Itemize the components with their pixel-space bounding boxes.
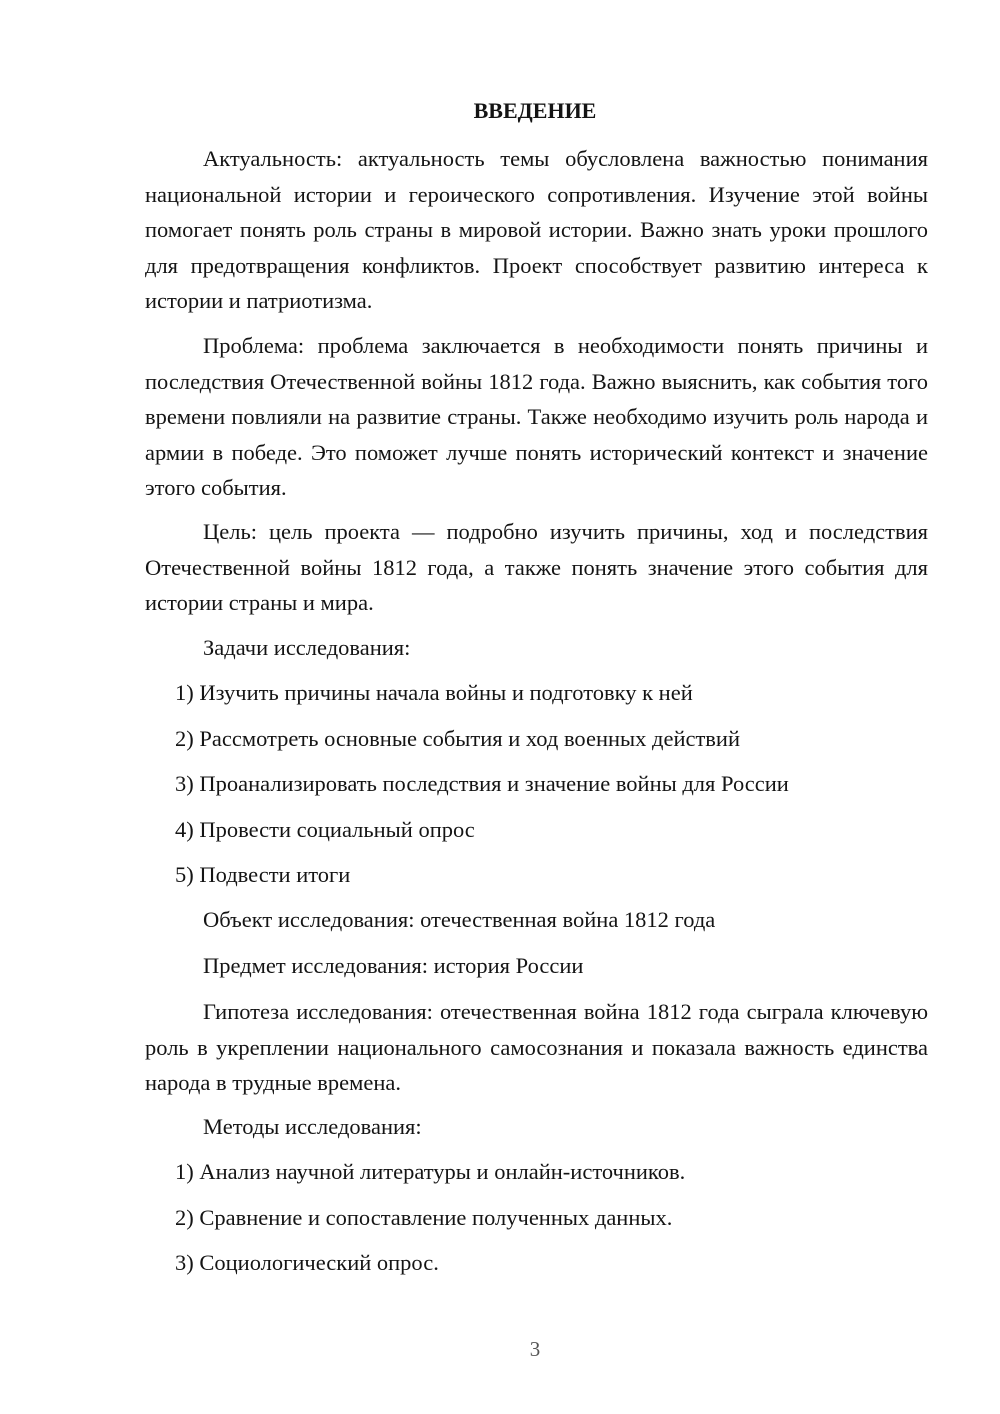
hypothesis-paragraph: Гипотеза исследования: отечественная война 1812 года сыграла ключевую роль в укреплении национального самосознания и показала важность единства народа в трудные времена. [145,999,928,1095]
task-item: 4) Провести социальный опрос [175,817,475,842]
method-item: 1) Анализ научной литературы и онлайн-источников. [175,1159,686,1184]
task-item: 1) Изучить причины начала войны и подготовку к ней [175,680,693,705]
task-item: 3) Проанализировать последствия и значение войны для России [175,771,789,796]
methods-heading: Методы исследования: [203,1114,422,1139]
page-number: 3 [529,1337,541,1361]
page-title: ВВЕДЕНИЕ [473,98,597,123]
task-item: 2) Рассмотреть основные события и ход военных действий [175,726,741,751]
research-object: Объект исследования: отечественная война 1812 года [203,907,716,932]
task-item: 5) Подвести итоги [175,862,351,887]
method-item: 3) Социологический опрос. [175,1250,439,1275]
tasks-heading: Задачи исследования: [203,635,411,660]
method-item: 2) Сравнение и сопоставление полученных данных. [175,1205,673,1230]
goal-paragraph: Цель: цель проекта — подробно изучить причины, ход и последствия Отечественной войны 1812 года, а также понять значение этого события для истории страны и мира. [145,519,928,615]
problem-paragraph: Проблема: проблема заключается в необходимости понять причины и последствия Отечественной войны 1812 года. Важно выяснить, как события того времени повлияли на развитие страны. Также необходимо изучить роль народа и армии в победе. Это поможет лучше понять исторический контекст и значение этого события. [145,333,928,500]
research-subject: Предмет исследования: история России [203,953,584,978]
relevance-paragraph: Актуальность: актуальность темы обусловлена важностью понимания национальной истории и героического сопротивления. Изучение этой войны помогает понять роль страны в мировой истории. Важно знать уроки прошлого для предотвращения конфликтов. Проект способствует развитию интереса к истории и патриотизма. [145,146,928,313]
